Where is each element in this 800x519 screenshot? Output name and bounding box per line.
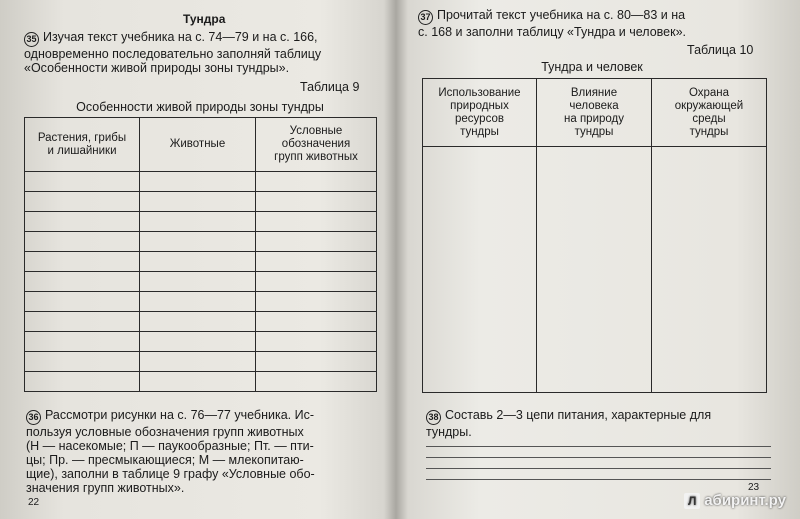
column-header-protection: Охрана окружающей среды тундры	[652, 79, 767, 147]
empty-cell[interactable]	[140, 272, 256, 292]
task-text-line: (Н — насекомые; П — паукообразные; Пт. — пти-	[26, 439, 314, 453]
page-number: 23	[748, 482, 760, 493]
empty-cell[interactable]	[256, 312, 377, 332]
column-header-plants: Растения, грибы и лишайники	[25, 118, 140, 172]
table-caption: Тундра и человек	[541, 60, 643, 74]
table-row	[25, 272, 377, 292]
empty-cell[interactable]	[25, 192, 140, 212]
empty-cell[interactable]	[25, 292, 140, 312]
table-row	[25, 292, 377, 312]
empty-cell[interactable]	[256, 272, 377, 292]
empty-cell[interactable]	[25, 232, 140, 252]
task-text-line: «Особенности живой природы зоны тундры».	[24, 61, 290, 75]
table-header-row	[423, 79, 767, 147]
empty-cell[interactable]	[25, 372, 140, 392]
empty-cell[interactable]	[537, 147, 652, 393]
empty-cell[interactable]	[256, 372, 377, 392]
empty-cell[interactable]	[25, 272, 140, 292]
empty-cell[interactable]	[256, 332, 377, 352]
page-number: 22	[28, 497, 40, 508]
table-10	[422, 78, 767, 393]
empty-cell[interactable]	[140, 312, 256, 332]
task-text-line: Изучая текст учебника на с. 74—79 и на с. 166,	[43, 30, 318, 44]
task-text-line: пользуя условные обозначения групп животных	[26, 425, 304, 439]
empty-cell[interactable]	[256, 232, 377, 252]
table-row	[25, 232, 377, 252]
right-page	[402, 0, 800, 519]
labirint-watermark	[684, 492, 786, 509]
empty-cell[interactable]	[25, 352, 140, 372]
empty-cell[interactable]	[140, 252, 256, 272]
empty-cell[interactable]	[256, 192, 377, 212]
task-text-line: щие), заполни в таблице 9 графу «Условные обо-	[26, 467, 315, 481]
empty-cell[interactable]	[25, 252, 140, 272]
task-36	[26, 408, 381, 495]
task-text-line: Составь 2—3 цепи питания, характерные для	[445, 408, 712, 422]
empty-cell[interactable]	[140, 212, 256, 232]
empty-cell[interactable]	[25, 172, 140, 192]
table-row	[25, 352, 377, 372]
empty-cell[interactable]	[140, 372, 256, 392]
task-number-badge: 37	[418, 10, 433, 25]
empty-cell[interactable]	[423, 147, 537, 393]
empty-cell[interactable]	[652, 147, 767, 393]
empty-cell[interactable]	[140, 172, 256, 192]
table-label: Таблица 10	[687, 43, 754, 57]
table-row	[25, 252, 377, 272]
table-header-row	[25, 118, 377, 172]
left-page	[0, 0, 398, 519]
task-35	[24, 30, 379, 75]
empty-cell[interactable]	[140, 192, 256, 212]
labirint-logo-icon: Л	[684, 493, 700, 509]
table-row	[25, 372, 377, 392]
empty-cell[interactable]	[256, 352, 377, 372]
column-header-symbols: Условные обозначения групп животных	[256, 118, 377, 172]
table-9	[24, 117, 377, 392]
task-text-line: Прочитай текст учебника на с. 80—83 и на	[437, 8, 686, 22]
task-text-line: Рассмотри рисунки на с. 76—77 учебника. Ис-	[45, 408, 315, 422]
empty-cell[interactable]	[140, 352, 256, 372]
column-header-animals: Животные	[140, 118, 256, 172]
task-38	[426, 408, 776, 439]
task-text-line: цы; Пр. — пресмыкающиеся; М — млекопитаю-	[26, 453, 304, 467]
task-number-badge: 35	[24, 32, 39, 47]
task-text-line: значения групп животных».	[26, 481, 185, 495]
table-row	[25, 172, 377, 192]
column-header-resource-use: Использование природных ресурсов тундры	[423, 79, 537, 147]
task-text-line: тундры.	[426, 425, 472, 439]
empty-cell[interactable]	[256, 212, 377, 232]
empty-cell[interactable]	[25, 312, 140, 332]
table-row	[423, 147, 767, 393]
answer-lines[interactable]	[426, 436, 771, 480]
task-37	[418, 8, 788, 39]
task-number-badge: 38	[426, 410, 441, 425]
empty-cell[interactable]	[140, 332, 256, 352]
table-label: Таблица 9	[300, 80, 360, 94]
empty-cell[interactable]	[140, 292, 256, 312]
task-text-line: одновременно последовательно заполняй таблицу	[24, 47, 322, 61]
empty-cell[interactable]	[256, 172, 377, 192]
table-row	[25, 312, 377, 332]
watermark-text: абиринт.ру	[704, 492, 786, 509]
empty-cell[interactable]	[256, 252, 377, 272]
empty-cell[interactable]	[25, 212, 140, 232]
empty-cell[interactable]	[256, 292, 377, 312]
empty-cell[interactable]	[25, 332, 140, 352]
page-header: Тундра	[183, 12, 226, 26]
task-number-badge: 36	[26, 410, 41, 425]
column-header-human-impact: Влияние человека на природу тундры	[537, 79, 652, 147]
table-caption: Особенности живой природы зоны тундры	[76, 100, 324, 114]
table-row	[25, 332, 377, 352]
empty-cell[interactable]	[140, 232, 256, 252]
table-row	[25, 212, 377, 232]
task-text-line: с. 168 и заполни таблицу «Тундра и человек».	[418, 25, 686, 39]
table-row	[25, 192, 377, 212]
